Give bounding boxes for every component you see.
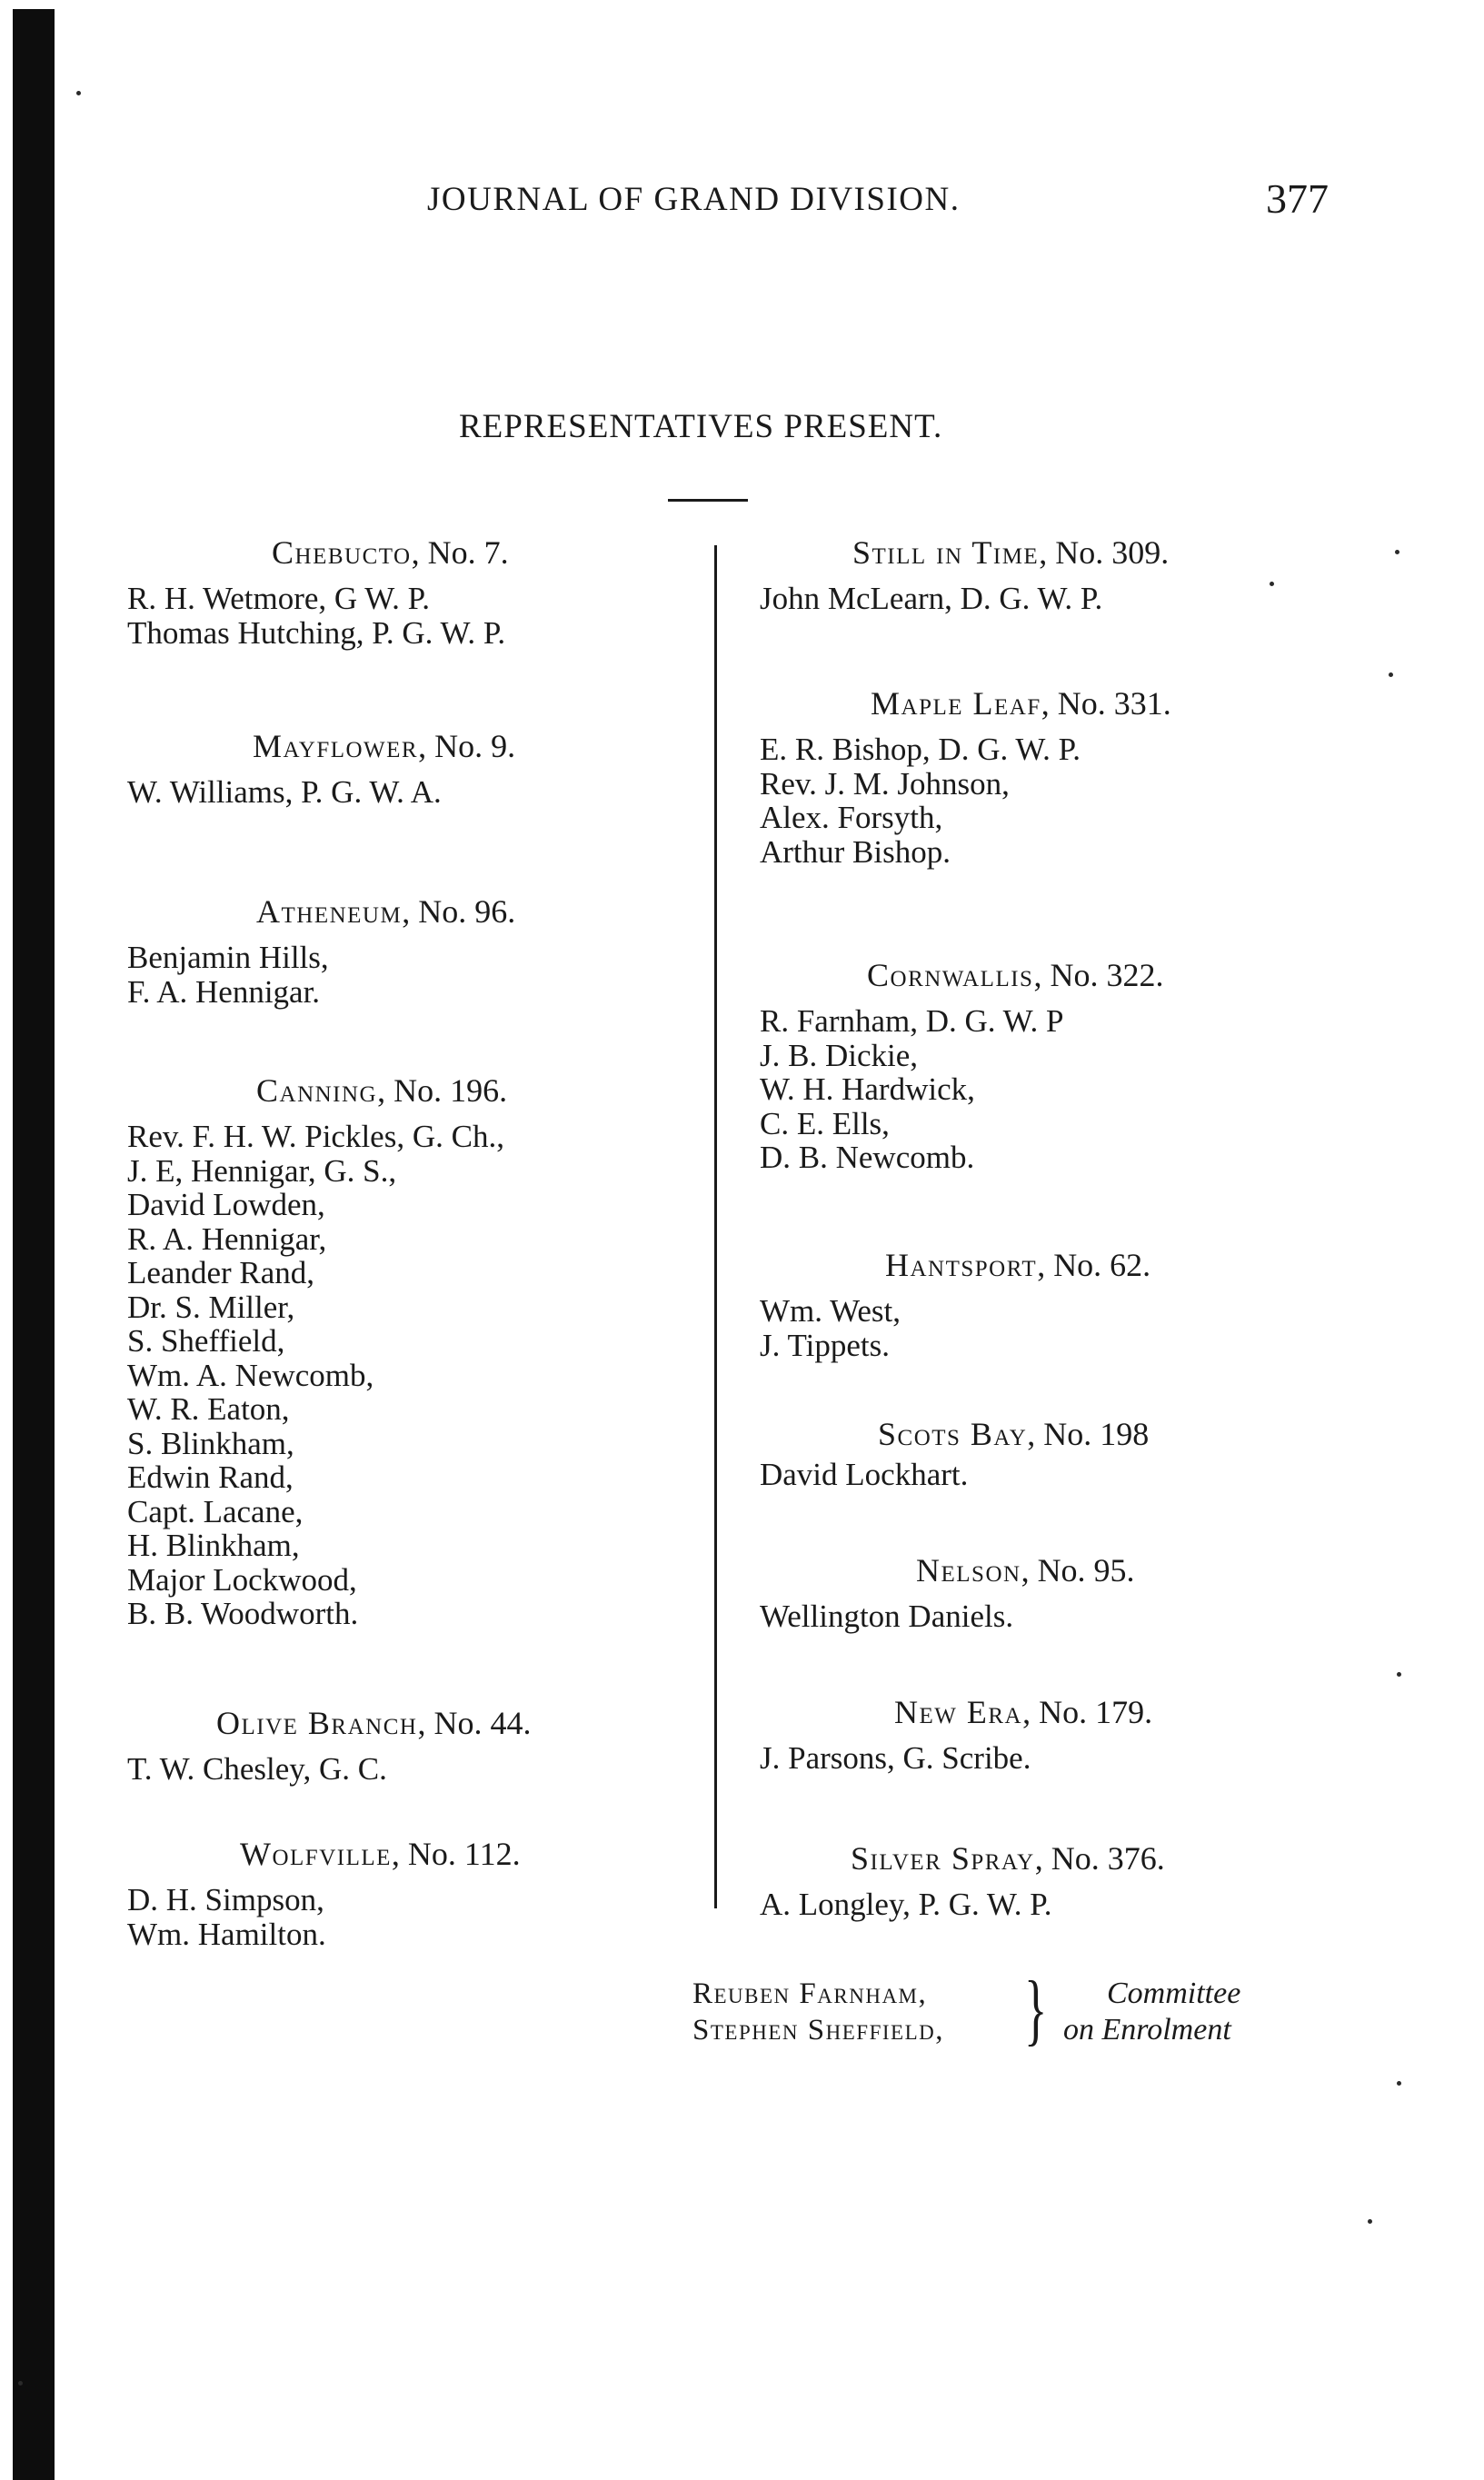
committee-role [1063,1976,1240,2048]
division-heading [760,1552,1323,1589]
member-list [760,1294,1323,1362]
division-atheneum [127,893,691,1009]
division-separator: , [418,728,435,764]
member-name: J. E, Hennigar, G. S., [127,1152,397,1189]
division-name: Olive Branch [216,1705,418,1741]
member-list [127,775,691,810]
division-cornwallis [760,957,1323,1175]
committee-role-line: Committee [1107,1977,1241,2010]
member-name: A. Longley, P. G. W. P. [760,1887,1052,1922]
division-heading [760,957,1323,993]
division-maple-leaf [760,685,1323,869]
column-divider [714,545,717,1908]
division-name: Cornwallis [867,957,1034,993]
member-list [127,941,691,1009]
member-list [760,1741,1323,1776]
division-number: No. 44. [433,1705,532,1741]
division-separator: , [1041,685,1058,722]
division-number: No. 62. [1053,1247,1151,1283]
ink-speck [1395,550,1399,554]
division-name: Nelson [916,1552,1021,1589]
committee-member: Stephen Sheffield, [692,2014,944,2047]
member-name: H. Blinkham, [127,1528,300,1563]
division-number: No. 309. [1055,534,1170,571]
division-number: No. 95. [1037,1552,1135,1589]
division-separator: , [391,1836,408,1872]
division-olive-branch [127,1705,691,1787]
member-list [127,1883,691,1951]
division-number: No. 196. [393,1072,508,1109]
section-title: REPRESENTATIVES PRESENT. [459,408,943,445]
member-name: W. Williams, P. G. W. A. [127,774,442,810]
member-list [127,1752,691,1787]
member-list [127,1120,691,1631]
member-list [760,1599,1323,1634]
committee-signature-block [692,1966,1347,2057]
division-separator: , [1021,1552,1038,1589]
member-list [127,582,691,650]
member-list [760,582,1323,616]
division-heading [127,893,691,930]
member-name: S. Blinkham, [127,1425,294,1461]
member-name: R. Farnham, D. G. W. P [760,1003,1064,1039]
member-list [760,732,1323,869]
ink-speck [18,2381,23,2385]
member-name: Rev. J. M. Johnson, [760,765,1010,802]
division-number: No. 198 [1043,1416,1150,1452]
member-name: David Lockhart. [760,1457,969,1492]
member-name: Wm. Hamilton. [127,1916,326,1952]
member-name: T. W. Chesley, G. C. [127,1751,387,1787]
division-name: Maple Leaf [871,685,1041,722]
member-name: Dr. S. Miller, [127,1289,295,1325]
division-name: New Era [894,1694,1023,1730]
member-name: W. H. Hardwick, [760,1071,975,1107]
division-scots-bay [760,1416,1323,1492]
brace-icon: } [1024,1966,1048,2054]
division-separator: , [1033,957,1051,993]
member-name: Benjamin Hills, [127,940,329,975]
division-name: Wolfville [240,1836,392,1872]
division-heading [760,1416,1323,1452]
division-separator: , [411,534,428,571]
division-heading [127,1836,691,1872]
member-name: Rev. F. H. W. Pickles, G. Ch., [127,1119,504,1154]
ink-speck [76,91,81,95]
division-name: Still in Time [852,534,1040,571]
division-nelson [760,1552,1323,1634]
member-list [760,1887,1323,1922]
member-name: J. Tippets. [760,1327,890,1363]
member-name: D. B. Newcomb. [760,1140,975,1175]
division-separator: , [1039,534,1056,571]
ink-speck [1368,2219,1372,2224]
division-new-era [760,1694,1323,1776]
member-name: Major Lockwood, [127,1561,357,1598]
committee-names [692,1976,944,2048]
member-name: R. A. Hennigar, [127,1220,327,1257]
member-name: B. B. Woodworth. [127,1596,359,1631]
division-heading [127,1072,691,1109]
division-separator: , [377,1072,394,1109]
title-rule [668,499,748,502]
member-name: W. R. Eaton, [127,1391,290,1427]
division-name: Mayflower [253,728,419,764]
division-silver-spray [760,1840,1323,1922]
member-name: Alex. Forsyth, [760,800,943,835]
division-separator: , [1027,1416,1044,1452]
division-name: Atheneum [256,893,403,930]
member-name: D. H. Simpson, [127,1882,324,1917]
member-name: John McLearn, D. G. W. P. [760,581,1103,616]
division-still-in-time [760,534,1323,616]
division-heading [760,1840,1323,1877]
member-name: J. Parsons, G. Scribe. [760,1740,1031,1776]
ink-speck [1397,1672,1401,1677]
division-number: No. 112. [407,1836,521,1872]
running-title: JOURNAL OF GRAND DIVISION. [427,181,961,218]
member-name: J. B. Dickie, [760,1037,919,1073]
division-separator: , [417,1705,434,1741]
member-name: David Lowden, [127,1187,325,1222]
page-number: 377 [1266,175,1329,222]
division-heading [760,1694,1323,1730]
division-wolfville [127,1836,691,1951]
division-heading [760,685,1323,722]
division-separator: , [1034,1840,1051,1877]
division-number: No. 7. [427,534,509,571]
division-name: Canning [256,1072,378,1109]
division-name: Scots Bay [878,1416,1028,1452]
division-number: No. 179. [1039,1694,1153,1730]
division-heading [127,1705,691,1741]
division-canning [127,1072,691,1631]
division-hantsport [760,1247,1323,1362]
ink-speck [1389,672,1393,677]
member-name: Edwin Rand, [127,1459,294,1495]
division-separator: , [1022,1694,1040,1730]
division-name: Silver Spray [851,1840,1035,1877]
division-number: No. 96. [418,893,516,930]
division-number: No. 9. [434,728,516,764]
division-heading [127,728,691,764]
member-name: Wm. West, [760,1293,901,1329]
division-heading [127,534,691,571]
member-name: E. R. Bishop, D. G. W. P. [760,732,1081,767]
division-separator: , [402,893,419,930]
division-mayflower [127,728,691,810]
division-separator: , [1037,1247,1054,1283]
division-heading [760,1247,1323,1283]
committee-member: Reuben Farnham, [692,1977,928,2010]
member-name: Thomas Hutching, P. G. W. P. [127,614,506,651]
division-chebucto [127,534,691,650]
division-number: No. 331. [1057,685,1171,722]
member-name: Arthur Bishop. [760,833,951,870]
member-list [760,1004,1323,1175]
member-name: Wellington Daniels. [760,1599,1014,1634]
member-name: S. Sheffield, [127,1323,285,1359]
division-heading [760,534,1323,571]
ink-speck [1397,2081,1401,2086]
page-binding-edge [13,9,55,2480]
member-name: R. H. Wetmore, G W. P. [127,581,430,616]
member-name: F. A. Hennigar. [127,973,321,1010]
committee-role-line: on Enrolment [1063,2013,1231,2047]
division-name: Hantsport [885,1247,1038,1283]
division-number: No. 322. [1050,957,1164,993]
member-name: Capt. Lacane, [127,1493,304,1529]
division-name: Chebucto [272,534,412,571]
member-name: Leander Rand, [127,1255,315,1290]
division-number: No. 376. [1051,1840,1165,1877]
member-list [760,1458,1323,1492]
member-name: Wm. A. Newcomb, [127,1357,374,1393]
member-name: C. E. Ells, [760,1105,890,1141]
